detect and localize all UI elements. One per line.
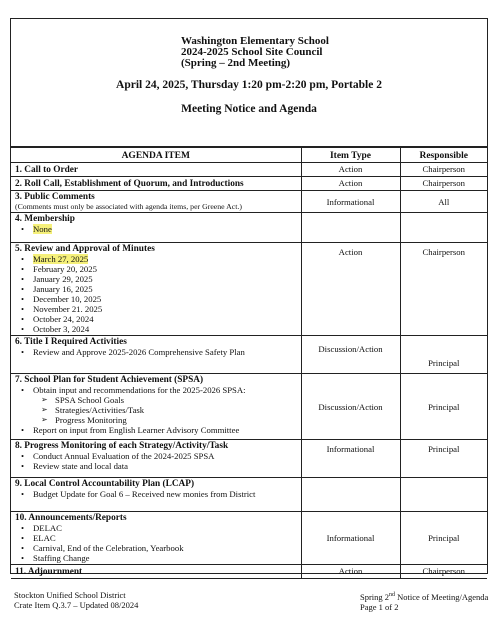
item-responsible: Principal [400, 512, 487, 565]
list-item: • Carnival, End of the Celebration, Yearbook [33, 543, 297, 553]
agenda-header [11, 19, 487, 147]
item-type: Action [301, 163, 400, 177]
table-row [11, 177, 487, 191]
item-bullets [15, 451, 297, 471]
agenda-item-5 [11, 243, 301, 336]
table-row [11, 213, 487, 243]
notice-sup: nd [389, 592, 396, 598]
school-name: Washington Elementary School [181, 35, 329, 47]
list-item: • DELAC [33, 523, 297, 533]
list-item: • Budget Update for Goal 6 – Received new monies from District [33, 489, 297, 499]
agenda-item-11 [11, 565, 301, 579]
item-responsible: Principal [400, 374, 487, 440]
item-responsible: Chairperson [400, 243, 487, 336]
item-title: 11. Adjournment [15, 567, 83, 577]
item-type: Action [301, 565, 400, 579]
item-title: 8. Progress Monitoring of each Strategy/Activity/Task [15, 441, 229, 451]
document-title: Meeting Notice and Agenda [181, 103, 317, 115]
table-row [11, 336, 487, 374]
table-header-row [11, 148, 487, 163]
item-type [301, 213, 400, 243]
list-item: • November 21. 2025 [33, 304, 297, 314]
footer-right [360, 590, 488, 612]
notice-post: Notice of Meeting/Agenda [395, 591, 489, 602]
list-item: • January 16, 2025 [33, 284, 297, 294]
item-title: 7. School Plan for Student Achievement (SPSA) [15, 375, 204, 385]
table-row [11, 512, 487, 565]
agenda-item-7 [11, 374, 301, 440]
list-item: • ELAC [33, 533, 297, 543]
sub-bullets [15, 395, 297, 425]
item-bullets [15, 489, 297, 499]
item-type: Informational [301, 440, 400, 478]
item-responsible: Chairperson [400, 163, 487, 177]
agenda-item-9 [11, 478, 301, 512]
agenda-item-3 [11, 191, 301, 213]
item-title: 2. Roll Call, Establishment of Quorum, and Introductions [15, 179, 244, 189]
table-row [11, 440, 487, 478]
list-item: ➢ SPSA School Goals [55, 395, 297, 405]
item-responsible: Chairperson [400, 177, 487, 191]
item-type: Informational [301, 512, 400, 565]
item-title: 1. Call to Order [15, 165, 78, 175]
list-item: ➢ Strategies/Activities/Task [55, 405, 297, 415]
column-header-type: Item Type [301, 148, 400, 163]
district-name: Stockton Unified School District [14, 590, 126, 600]
table-row [11, 243, 487, 336]
highlighted-text: March 27, 2025 [33, 254, 89, 264]
table-row [11, 163, 487, 177]
item-type: Discussion/Action [301, 374, 400, 440]
list-item: • January 29, 2025 [33, 274, 297, 284]
item-responsible: All [400, 191, 487, 213]
item-type: Discussion/Action [301, 336, 400, 374]
item-title: 4. Membership [15, 214, 75, 224]
agenda-item-2 [11, 177, 301, 191]
item-responsible [400, 213, 487, 243]
page-number: Page 1 of 2 [360, 601, 399, 612]
list-item: • Conduct Annual Evaluation of the 2024-2025 SPSA [33, 451, 297, 461]
item-type [301, 478, 400, 512]
list-item: • Review state and local data [33, 461, 297, 471]
item-responsible: Principal [400, 336, 487, 374]
table-row [11, 374, 487, 440]
item-type: Action [301, 243, 400, 336]
item-type: Informational [301, 191, 400, 213]
meeting-label: (Spring – 2nd Meeting) [181, 57, 291, 69]
item-type: Action [301, 177, 400, 191]
list-item: • Obtain input and recommendations for the 2025-2026 SPSA: [33, 385, 297, 395]
notice-label [360, 590, 488, 602]
list-item: ➢ Progress Monitoring [55, 415, 297, 425]
item-title: 6. Title I Required Activities [15, 337, 127, 347]
list-item: • Review and Approve 2025-2026 Comprehensive Safety Plan [33, 347, 297, 357]
notice-pre: Spring 2 [360, 591, 390, 602]
column-header-item: AGENDA ITEM [11, 148, 301, 163]
table-row [11, 478, 487, 512]
table-row [11, 191, 487, 213]
item-title: 10. Announcements/Reports [15, 513, 127, 523]
list-item: • February 20, 2025 [33, 264, 297, 274]
item-title: 5. Review and Approval of Minutes [15, 244, 155, 254]
highlighted-text: None [33, 224, 52, 234]
list-item: • Report on input from English Learner Advisory Committee [33, 425, 297, 435]
item-title: 3. Public Comments [15, 192, 95, 202]
table-row [11, 565, 487, 579]
item-bullets [15, 347, 297, 357]
list-item [33, 254, 297, 264]
list-item: • October 3, 2024 [33, 324, 297, 334]
list-item: • Staffing Change [33, 553, 297, 563]
agenda-item-1 [11, 163, 301, 177]
list-item: • December 10, 2025 [33, 294, 297, 304]
item-note: (Comments must only be associated with agenda items, per Greene Act.) [15, 202, 242, 211]
footer-left [14, 590, 138, 610]
list-item: • October 24, 2024 [33, 314, 297, 324]
agenda-table [11, 147, 487, 579]
item-bullets [15, 425, 297, 435]
item-responsible: Principal [400, 440, 487, 478]
agenda-item-8 [11, 440, 301, 478]
minutes-dates [15, 254, 297, 334]
item-bullets [15, 224, 297, 234]
item-bullets [15, 385, 297, 395]
meeting-datetime: April 24, 2025, Thursday 1:20 pm-2:20 pm, Portable 2 [116, 79, 382, 91]
column-header-responsible: Responsible [400, 148, 487, 163]
item-responsible [400, 478, 487, 512]
crate-item: Crate Item Q.3.7 – Updated 08/2024 [14, 600, 139, 610]
agenda-item-6 [11, 336, 301, 374]
council-name: 2024-2025 School Site Council [181, 46, 323, 58]
agenda-item-4 [11, 213, 301, 243]
item-title: 9. Local Control Accountability Plan (LCAP) [15, 479, 195, 489]
agenda-item-10 [11, 512, 301, 565]
list-item [33, 224, 297, 234]
item-responsible: Chairperson [400, 565, 487, 579]
item-bullets [15, 523, 297, 563]
agenda-frame [10, 18, 488, 577]
